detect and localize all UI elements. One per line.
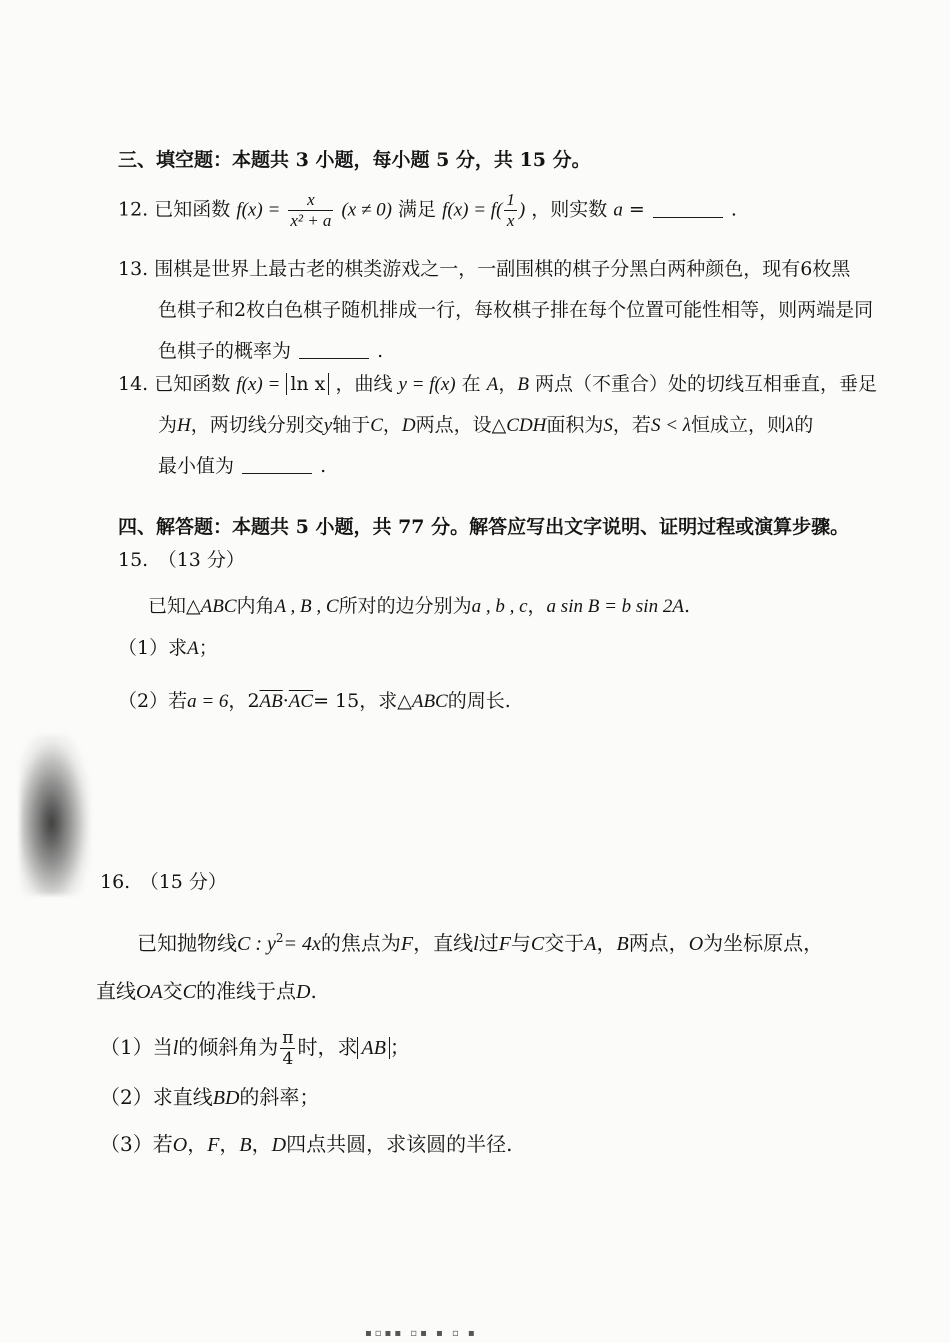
question-15-header: 15. （13 分）	[118, 549, 245, 571]
question-12	[118, 190, 737, 231]
q16-text: 的焦点为	[320, 931, 401, 955]
question-number: 12.	[118, 198, 149, 221]
q12-fraction	[288, 190, 333, 231]
q16-text: ，	[219, 1132, 240, 1156]
q14-lambda: λ	[786, 415, 795, 436]
q16-chord-length: AB	[357, 1037, 389, 1059]
q15-text: ，求△	[359, 690, 412, 712]
q15-dot-value: = 15	[313, 690, 360, 712]
q16-line2	[96, 978, 317, 1005]
q16-text: 的准线于点	[196, 979, 297, 1003]
q15-part2-label: （2）若	[118, 690, 188, 712]
q16-point-b: B	[239, 1134, 252, 1156]
section3-heading: 三、填空题：本题共 3 小题，每小题 5 分，共 15 分。	[118, 149, 591, 171]
q16-line-l: l	[473, 933, 479, 955]
q14-text: 为	[158, 414, 178, 436]
q14-text: 两点（不重合）处的切线互相垂直，垂足	[535, 373, 878, 395]
q12-condition: (x ≠ 0)	[341, 199, 392, 221]
q12-fraction-numerator: x	[288, 190, 333, 211]
q14-inequality: S < λ	[650, 415, 691, 436]
q16-focus: F	[207, 1134, 220, 1156]
q14-text: ，两切线分别交	[190, 414, 324, 436]
q15-text: 所对的边分别为	[338, 595, 472, 617]
q16-text: 交	[162, 979, 183, 1003]
q14-text: ，曲线	[335, 373, 393, 395]
q14-y-axis: y	[323, 415, 333, 436]
q16-focus: F	[498, 933, 511, 955]
q14-text: ，若	[612, 414, 651, 436]
q15-text: ；	[198, 637, 218, 659]
q16-origin: O	[688, 933, 704, 955]
q16-exponent: 2	[275, 931, 284, 945]
q16-text: ，	[251, 1132, 272, 1156]
q16-origin: O	[172, 1134, 188, 1156]
q15-dot: ·	[282, 690, 289, 712]
question-13	[118, 256, 850, 282]
q12-equals: =	[628, 198, 645, 221]
scan-smudge	[20, 735, 90, 895]
question-number: 13.	[118, 258, 149, 280]
q16-part1	[100, 1028, 410, 1069]
q12-variable: a	[613, 199, 623, 221]
q15-side-value: a = 6	[187, 691, 229, 712]
q16-part3-label: （3）若	[100, 1132, 173, 1156]
q16-point-a: A	[584, 933, 597, 955]
q15-text: 已知△	[148, 595, 201, 617]
question-16-header: 16. （15 分）	[100, 871, 227, 893]
q14-text: 恒成立，则	[691, 414, 787, 436]
q14-function: f(x) =	[236, 374, 281, 395]
q14-point-h: H	[177, 415, 191, 436]
q15-text: ，	[527, 595, 547, 617]
q15-vector-ac: $\overline{AC}$	[288, 691, 314, 712]
q15-angles: A , B , C	[274, 596, 339, 617]
q15-statement	[148, 593, 690, 620]
q16-fraction-denominator: 4	[282, 1049, 294, 1069]
q14-point-c: C	[370, 415, 383, 436]
q12-fraction-denominator: x² + a	[290, 211, 332, 230]
q12-reciprocal-denominator: x	[506, 211, 515, 230]
q16-focus: F	[400, 933, 414, 955]
q15-text: 的周长.	[447, 690, 511, 712]
q16-text: 时，求	[297, 1035, 358, 1059]
q16-part2	[100, 1084, 319, 1111]
q16-point-b: B	[616, 933, 629, 955]
q16-text: 的倾斜角为	[178, 1035, 279, 1059]
q16-text: 已知抛物线	[137, 931, 237, 955]
q14-line2	[158, 412, 813, 439]
q12-text: 满足	[398, 198, 437, 221]
q14-point-d: D	[401, 415, 416, 436]
q16-text: 过	[478, 931, 499, 955]
q16-text: .	[310, 979, 317, 1003]
answer-blank[interactable]	[299, 340, 369, 359]
q14-text: 的	[794, 414, 814, 436]
q14-curve: y = f(x)	[398, 374, 456, 395]
q14-text: 已知函数	[154, 373, 231, 395]
q14-point-b: B	[517, 374, 529, 395]
q15-text: ，	[228, 690, 248, 712]
q15-equation: a sin B = b sin 2A	[546, 596, 684, 617]
q16-text: 直线	[96, 979, 136, 1003]
q13-end: .	[377, 340, 384, 362]
q13-line1: 围棋是世界上最古老的棋类游戏之一，一副围棋的棋子分黑白两种颜色，现有6枚黑	[154, 258, 851, 280]
q16-text: ，	[187, 1132, 208, 1156]
q16-part2-label: （2）求直线	[100, 1085, 213, 1109]
q16-text: 与	[510, 931, 531, 955]
q16-parabola: C	[182, 981, 197, 1003]
q13-line3: 色棋子的概率为	[158, 340, 292, 362]
q14-area: S	[603, 415, 613, 436]
q14-absolute-value: ln x	[286, 373, 329, 395]
q14-end: .	[320, 455, 327, 477]
q12-function: f(x) =	[236, 199, 281, 221]
q16-line-oa: OA	[136, 981, 163, 1003]
answer-blank[interactable]	[242, 455, 312, 474]
q16-text: ；	[389, 1035, 410, 1059]
q16-text: ，直线	[413, 931, 474, 955]
q12-text: 已知函数	[154, 198, 231, 221]
q16-line-bd: BD	[212, 1087, 240, 1109]
q12-reciprocal-numerator: 1	[506, 190, 515, 209]
q16-text: 的斜率；	[239, 1085, 320, 1109]
q12-equation-left: f(x) = f(	[442, 199, 503, 221]
q12-reciprocal-fraction	[504, 190, 517, 231]
q14-text: 在	[461, 373, 481, 395]
q16-text: 两点，	[628, 931, 689, 955]
q12-end: .	[730, 198, 737, 221]
q15-part1-label: （1）求	[118, 637, 188, 659]
q15-text: 内角	[236, 595, 275, 617]
q16-parabola-rhs: = 4x	[283, 933, 321, 955]
q16-fraction-numerator: π	[282, 1028, 294, 1048]
q12-equation-right: )	[518, 199, 526, 221]
q15-coefficient: 2	[247, 690, 260, 712]
q14-text: 两点，设△	[415, 414, 507, 436]
q15-triangle: ABC	[411, 691, 448, 712]
q16-parabola: C : y	[237, 933, 276, 955]
q14-text: ，	[498, 373, 518, 395]
q16-line-l: l	[172, 1037, 179, 1059]
q15-part1	[118, 635, 218, 662]
q16-point-d: D	[271, 1134, 287, 1156]
q16-text: 为坐标原点，	[703, 931, 824, 955]
answer-blank[interactable]	[653, 199, 723, 218]
q13-line3-row	[158, 338, 383, 364]
q14-point-a: A	[486, 374, 499, 395]
q16-line1	[137, 925, 823, 957]
q14-line3	[158, 453, 326, 479]
q16-part1-label: （1）当	[100, 1035, 173, 1059]
q12-text: ，则实数	[531, 198, 608, 221]
q16-text: 四点共圆，求该圆的半径.	[286, 1132, 513, 1156]
q14-text: ，	[382, 414, 402, 436]
q15-sides: a , b , c	[471, 596, 528, 617]
q16-text: ，	[596, 931, 617, 955]
question-number: 14.	[118, 373, 149, 395]
q15-part2	[118, 688, 511, 715]
q14-text: 最小值为	[158, 455, 235, 477]
question-14	[118, 371, 877, 398]
q15-triangle: ABC	[200, 596, 237, 617]
q13-line2: 色棋子和2枚白色棋子随机排成一行，每枚棋子排在每个位置可能性相等，则两端是同	[158, 299, 874, 321]
q16-point-d: D	[296, 981, 311, 1003]
q16-part3	[100, 1131, 512, 1158]
q15-text: .	[683, 595, 690, 617]
q14-text: 轴于	[332, 414, 371, 436]
q16-angle-fraction	[280, 1028, 295, 1069]
section4-heading: 四、解答题：本题共 5 小题，共 77 分。解答应写出文字说明、证明过程或演算步骤。	[118, 516, 850, 538]
q14-triangle: CDH	[506, 415, 547, 436]
footer-scan-marks: ▪▫▪▪ ▫▪ ▪ ▫ ▪	[365, 1328, 478, 1339]
q15-angle-a: A	[187, 638, 199, 659]
q16-text: 交于	[544, 931, 585, 955]
q14-text: 面积为	[546, 414, 604, 436]
q16-parabola: C	[530, 933, 545, 955]
q15-vector-ab: $\overline{AB}$	[259, 691, 283, 712]
